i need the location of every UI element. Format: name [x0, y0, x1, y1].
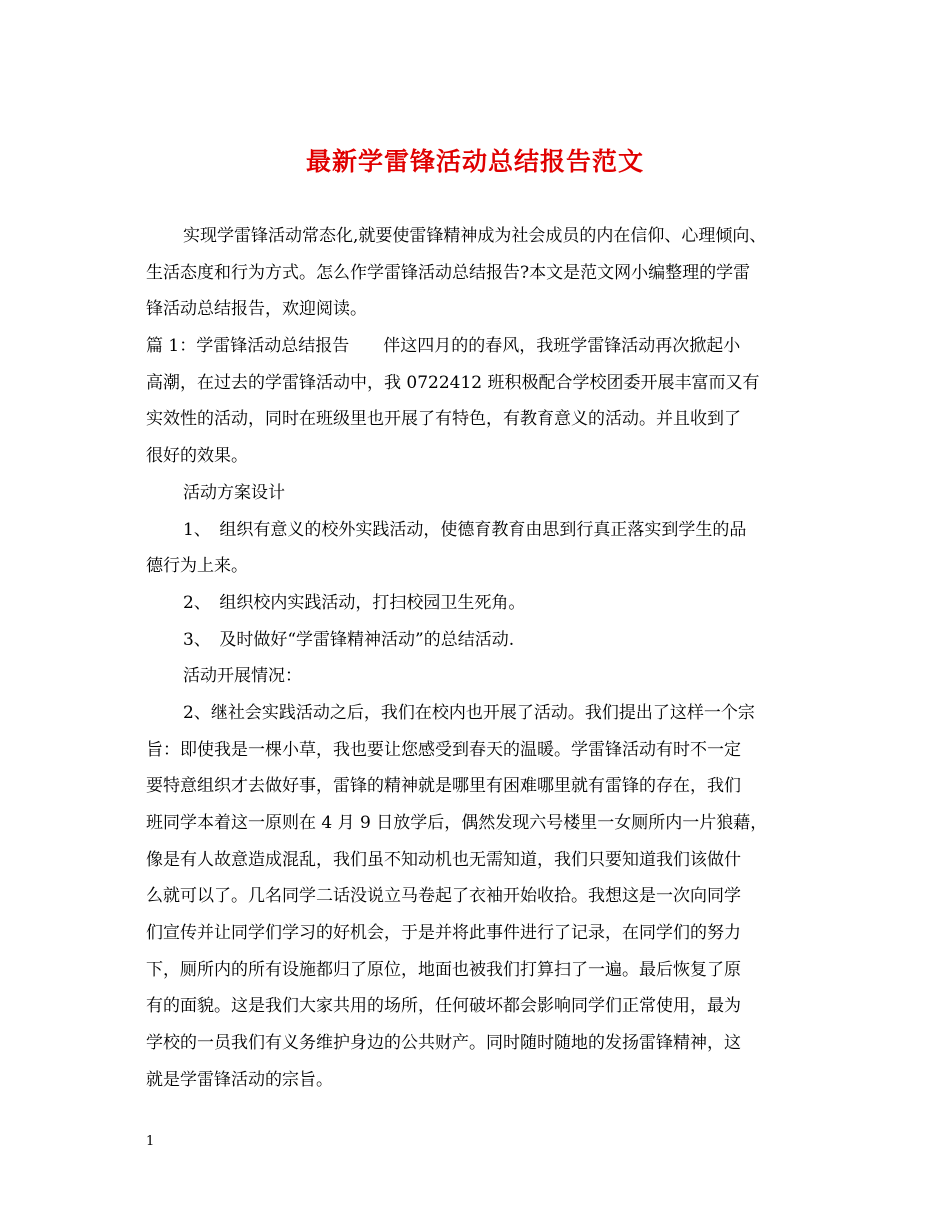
document-body: [146, 218, 811, 1099]
body-line: 实效性的活动，同时在班级里也开展了有特色，有教育意义的活动。并且收到了: [146, 409, 741, 430]
body-line: 活动开展情况：: [183, 666, 302, 687]
body-line: 2、 组织校内实践活动，打扫校园卫生死角。: [183, 592, 526, 613]
body-line: 学校的一员我们有义务维护身边的公共财产。同时随时随地的发扬雷锋精神，这: [146, 1033, 741, 1054]
body-line: 旨：即使我是一棵小草，我也要让您感受到春天的温暖。学雷锋活动有时不一定: [146, 739, 741, 760]
body-line: 像是有人故意造成混乱，我们虽不知动机也无需知道，我们只要知道我们该做什: [146, 849, 741, 870]
page-number: 1: [146, 1134, 155, 1149]
body-line: 生活态度和行为方式。怎么作学雷锋活动总结报告?本文是范文网小编整理的学雷: [146, 262, 751, 283]
body-line: 有的面貌。这是我们大家共用的场所，任何破坏都会影响同学们正常使用，最为: [146, 996, 741, 1017]
body-line: 们宣传并让同学们学习的好机会，于是并将此事件进行了记录，在同学们的努力: [146, 923, 741, 944]
body-line: 1、 组织有意义的校外实践活动，使德育教育由思到行真正落实到学生的品: [183, 519, 747, 540]
document-title: 最新学雷锋活动总结报告范文: [305, 147, 644, 176]
body-line: 2、继社会实践活动之后，我们在校内也开展了活动。我们提出了这样一个宗: [183, 702, 755, 723]
body-line: 德行为上来。: [146, 556, 248, 577]
body-line: 很好的效果。: [146, 446, 248, 467]
body-line: 要特意组织才去做好事，雷锋的精神就是哪里有困难哪里就有雷锋的存在，我们: [146, 776, 741, 797]
body-line: 活动方案设计: [183, 482, 285, 503]
body-line: 锋活动总结报告，欢迎阅读。: [146, 299, 367, 320]
body-line: 么就可以了。几名同学二话没说立马卷起了衣袖开始收拾。我想这是一次向同学: [146, 886, 741, 907]
body-line: 就是学雷锋活动的宗旨。: [146, 1069, 333, 1090]
body-line: 班同学本着这一原则在 4 月 9 日放学后，偶然发现六号楼里一女厕所内一片狼藉，: [146, 813, 768, 833]
body-line: 实现学雷锋活动常态化,就要使雷锋精神成为社会成员的内在信仰、心理倾向、: [183, 226, 767, 246]
body-line: 下，厕所内的所有设施都归了原位，地面也被我们打算扫了一遍。最后恢复了原: [146, 959, 741, 980]
body-line: 3、 及时做好“学雷锋精神活动”的总结活动.: [183, 629, 515, 650]
body-line: 高潮，在过去的学雷锋活动中，我 0722412 班积极配合学校团委开展丰富而又有: [146, 372, 760, 393]
body-line: 篇 1：学雷锋活动总结报告 伴这四月的的春风，我班学雷锋活动再次掀起小: [146, 336, 741, 357]
